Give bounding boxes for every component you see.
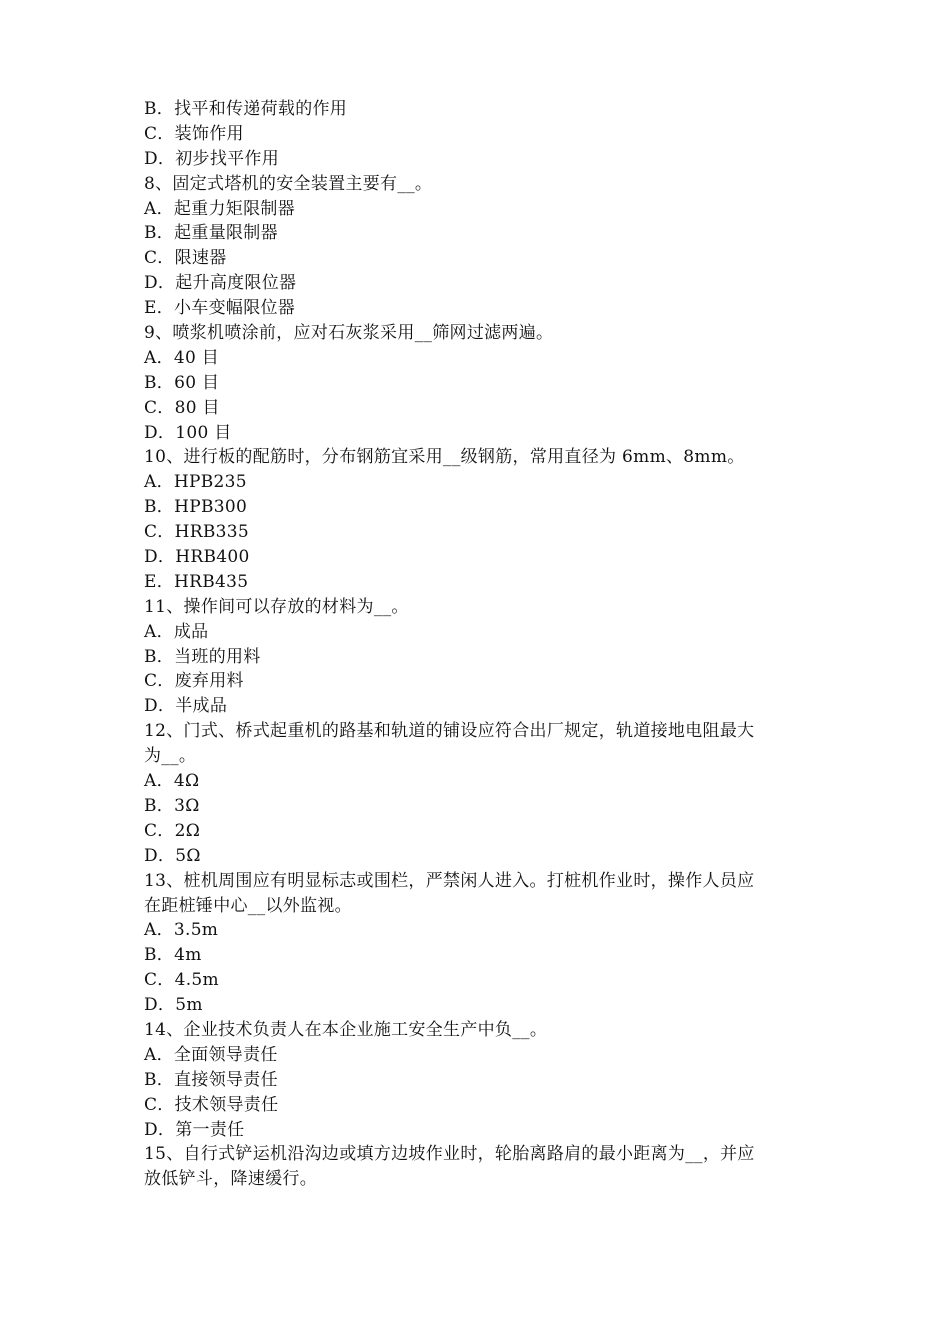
option-line: C．技术领导责任 [144,1094,279,1115]
question-line-continued: 在距桩锤中心__以外监视。 [144,895,352,916]
option-line: C．2Ω [144,820,201,841]
option-line: D．起升高度限位器 [144,273,297,294]
option-line: B．4m [144,945,202,966]
option-line: A．HPB235 [144,472,247,493]
option-line: B．直接领导责任 [144,1069,278,1090]
option-line: A．成品 [144,621,209,642]
option-line: B．找平和传递荷载的作用 [144,99,348,119]
question-line: 12、门式、桥式起重机的路基和轨道的铺设应符合出厂规定，轨道接地电阻最大 [144,721,755,742]
option-line: C．限速器 [144,248,227,269]
question-line-continued: 放低铲斗，降速缓行。 [144,1169,317,1190]
option-line: D．HRB400 [144,547,250,568]
option-line: B．HPB300 [144,497,248,518]
question-line: 15、自行式铲运机沿沟边或填方边坡作业时，轮胎离路肩的最小距离为__，并应 [144,1144,755,1165]
option-line: B．3Ω [144,795,200,816]
option-line: A．全面领导责任 [144,1044,278,1065]
option-line: D．5Ω [144,845,201,866]
option-line: D．第一责任 [144,1119,245,1140]
option-line: E．HRB435 [144,571,249,592]
question-line: 13、桩机周围应有明显标志或围栏，严禁闲人进入。打桩机作业时，操作人员应 [144,870,755,891]
question-line: 9、喷浆机喷涂前，应对石灰浆采用__筛网过滤两遍。 [144,323,554,344]
option-line: D．5m [144,995,203,1016]
option-line: C．废弃用料 [144,671,244,692]
question-line-continued: 为__。 [144,746,197,767]
document-page [144,97,824,1192]
option-line: D．初步找平作用 [144,148,280,169]
option-line: B．当班的用料 [144,646,261,667]
option-line: C．80 目 [144,397,220,418]
option-line: B．起重量限制器 [144,223,278,244]
option-line: C．4.5m [144,970,219,991]
option-line: B．60 目 [144,372,220,393]
question-line: 8、固定式塔机的安全装置主要有__。 [144,173,433,194]
option-line: C．HRB335 [144,522,249,543]
option-line: D．100 目 [144,422,232,443]
question-line: 11、操作间可以存放的材料为__。 [144,596,409,617]
option-line: D．半成品 [144,696,228,717]
option-line: A．40 目 [144,347,220,368]
option-line: E．小车变幅限位器 [144,298,296,319]
question-line: 14、企业技术负责人在本企业施工安全生产中负__。 [144,1019,548,1040]
option-line: A．4Ω [144,771,200,792]
option-line: A．3.5m [144,920,219,941]
option-line: A．起重力矩限制器 [144,198,295,219]
question-line: 10、进行板的配筋时，分布钢筋宜采用__级钢筋，常用直径为 6mm、8mm。 [144,447,745,468]
option-line: C．装饰作用 [144,123,244,144]
